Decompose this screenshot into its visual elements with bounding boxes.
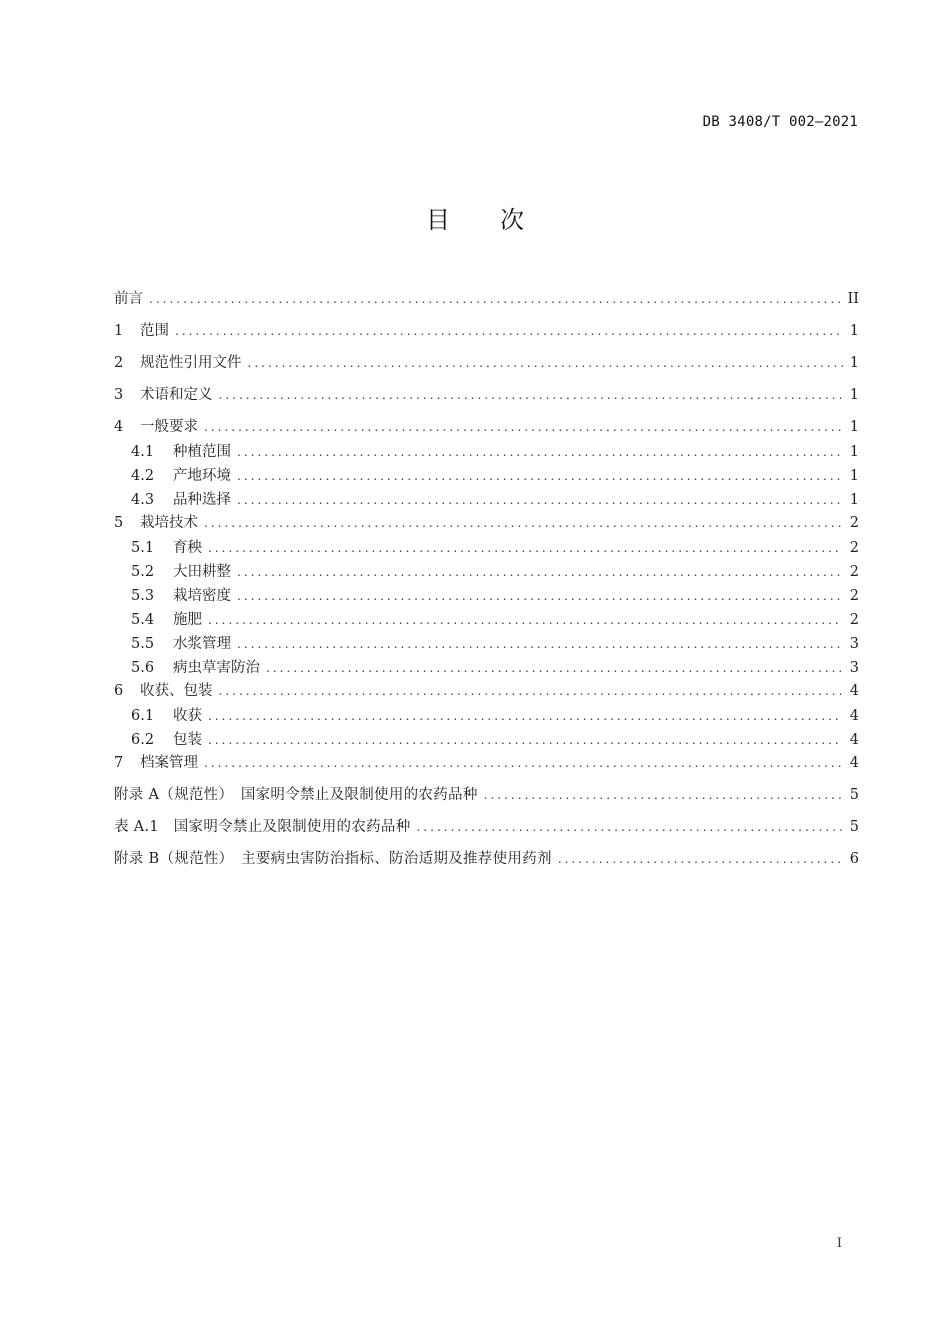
toc-leader-dots [237, 584, 843, 608]
toc-entry-label: 栽培密度 [173, 588, 231, 604]
toc-leader-dots [208, 704, 843, 728]
toc-entry-page: 2 [849, 612, 859, 628]
toc-entry-number: 5.4 [131, 612, 155, 628]
toc-entry-page: 6 [849, 851, 859, 867]
toc-leader-dots [248, 352, 844, 374]
toc-entry-number: 1 [114, 323, 124, 339]
toc-entry-label: 栽培技术 [140, 515, 198, 531]
toc-entry-label: 包装 [173, 732, 202, 748]
toc-entry-number: 4.2 [131, 468, 155, 484]
toc-entry-label: 育秧 [173, 540, 202, 556]
toc-entry-label: 病虫草害防治 [173, 660, 260, 676]
toc-entry-number: 3 [114, 387, 124, 403]
toc-leader-dots [208, 536, 843, 560]
toc-entry-page: 1 [849, 419, 859, 435]
toc-subentry[interactable] [114, 608, 859, 632]
toc-entry-label: 表 A.1 国家明令禁止及限制使用的农药品种 [114, 819, 411, 835]
toc-leader-dots [484, 784, 843, 806]
toc-entry-page: 2 [849, 540, 859, 556]
toc-entry-appendix-b[interactable] [114, 848, 859, 880]
toc-entry-number: 4 [114, 419, 124, 435]
toc-entry-number: 4.3 [131, 492, 155, 508]
toc-entry-page: 4 [849, 732, 859, 748]
toc-leader-dots [237, 464, 843, 488]
toc-subentry[interactable] [114, 464, 859, 488]
toc-entry-page: 1 [849, 323, 859, 339]
toc-subentry[interactable] [114, 728, 859, 752]
toc-leader-dots [219, 680, 844, 702]
page-title [0, 200, 950, 235]
toc-entry-label: 产地环境 [173, 468, 231, 484]
toc-entry[interactable] [114, 288, 859, 320]
title-char-1: 目 [426, 206, 450, 234]
toc-entry-number: 4.1 [131, 444, 155, 460]
toc-entry-label: 附录 A（规范性） 国家明令禁止及限制使用的农药品种 [114, 787, 478, 803]
toc-entry-label: 水浆管理 [173, 636, 231, 652]
toc-entry-page: 2 [849, 515, 859, 531]
toc-leader-dots [237, 488, 843, 512]
toc-entry-number: 7 [114, 755, 124, 771]
toc-entry-label: 种植范围 [173, 444, 231, 460]
toc-entry-label: 一般要求 [140, 419, 198, 435]
toc-leader-dots [417, 816, 843, 838]
toc-entry-page: 4 [849, 708, 859, 724]
toc-entry-label: 前言 [114, 291, 143, 307]
toc-entry-label: 范围 [140, 323, 169, 339]
toc-entry-page: 2 [849, 564, 859, 580]
toc-subentry[interactable] [114, 632, 859, 656]
toc-leader-dots [149, 288, 842, 310]
toc-leader-dots [204, 752, 843, 774]
toc-entry-number: 5 [114, 515, 124, 531]
toc-entry[interactable] [114, 752, 859, 784]
toc-entry-page: 5 [849, 819, 859, 835]
toc-subentry[interactable] [114, 440, 859, 464]
toc-subentry[interactable] [114, 536, 859, 560]
toc-entry-number: 5.5 [131, 636, 155, 652]
toc-leader-dots [208, 608, 843, 632]
toc-entry[interactable] [114, 384, 859, 416]
toc-entry-number: 6.1 [131, 708, 155, 724]
toc-entry-number: 5.1 [131, 540, 155, 556]
toc-entry-label: 施肥 [173, 612, 202, 628]
toc-entry-number: 5.2 [131, 564, 155, 580]
toc-leader-dots [266, 656, 843, 680]
toc-entry-label: 品种选择 [173, 492, 231, 508]
toc-entry-page: 4 [849, 755, 859, 771]
toc-entry-page: II [847, 291, 859, 307]
standard-code: DB 3408/T 002—2021 [702, 114, 858, 130]
toc-entry-page: 1 [849, 355, 859, 371]
toc-entry-label: 术语和定义 [140, 387, 213, 403]
toc-entry-label: 规范性引用文件 [140, 355, 242, 371]
toc-leader-dots [219, 384, 844, 406]
title-char-2: 次 [500, 206, 524, 234]
toc-entry-page: 2 [849, 588, 859, 604]
toc-entry-page: 1 [849, 468, 859, 484]
toc-leader-dots [175, 320, 843, 342]
toc-entry-page: 3 [849, 660, 859, 676]
toc-subentry[interactable] [114, 488, 859, 512]
toc-entry-page: 1 [849, 444, 859, 460]
toc-entry-label: 大田耕整 [173, 564, 231, 580]
toc-leader-dots [204, 416, 843, 438]
toc-subentry[interactable] [114, 704, 859, 728]
toc-entry-appendix-a[interactable] [114, 784, 859, 816]
table-of-contents [114, 288, 859, 880]
toc-subentry[interactable] [114, 656, 859, 680]
toc-leader-dots [237, 440, 843, 464]
toc-entry[interactable] [114, 320, 859, 352]
toc-entry-number: 6.2 [131, 732, 155, 748]
toc-subentry[interactable] [114, 584, 859, 608]
toc-entry[interactable] [114, 352, 859, 384]
toc-entry-page: 5 [849, 787, 859, 803]
toc-entry-page: 4 [849, 683, 859, 699]
toc-subentry[interactable] [114, 560, 859, 584]
toc-entry-table-a1[interactable] [114, 816, 859, 848]
toc-entry-number: 5.3 [131, 588, 155, 604]
toc-entry-number: 2 [114, 355, 124, 371]
toc-leader-dots [208, 728, 843, 752]
toc-leader-dots [237, 560, 843, 584]
toc-leader-dots [204, 512, 843, 534]
toc-entry-page: 1 [849, 387, 859, 403]
toc-entry-label: 收获、包装 [140, 683, 213, 699]
toc-leader-dots [558, 848, 843, 870]
toc-entry-label: 档案管理 [140, 755, 198, 771]
page-number: I [836, 1236, 842, 1251]
toc-entry-page: 3 [849, 636, 859, 652]
toc-leader-dots [237, 632, 843, 656]
toc-entry-label: 收获 [173, 708, 202, 724]
toc-entry-number: 6 [114, 683, 124, 699]
toc-entry-number: 5.6 [131, 660, 155, 676]
toc-entry-label: 附录 B（规范性） 主要病虫害防治指标、防治适期及推荐使用药剂 [114, 851, 552, 867]
toc-entry-page: 1 [849, 492, 859, 508]
